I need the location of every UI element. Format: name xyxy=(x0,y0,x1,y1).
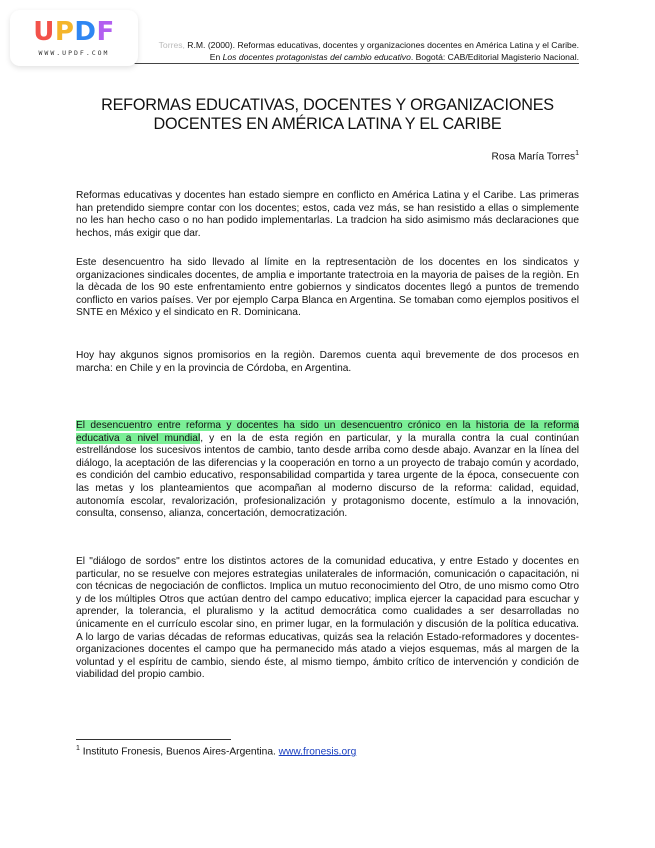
updf-logo xyxy=(10,10,138,66)
title-line-1: REFORMAS EDUCATIVAS, DOCENTES Y ORGANIZACIONES xyxy=(101,96,554,114)
author-footnote-mark: 1 xyxy=(575,150,579,157)
citation-line-2-prefix: En xyxy=(209,52,223,62)
document-title xyxy=(76,96,579,134)
citation-header xyxy=(76,39,579,63)
paragraph-1: Reformas educativas y docentes han estado siempre en conflicto en América Latina y el Caribe. Las primeras han pretendido siempre contar con los docentes; estos, cada vez más, se han resistido a ellas o simplemente no les han hecho caso o no han podido implementarlas. La tradcion ha sido asimismo más declaraciones que hechos, más exigir que dar. xyxy=(76,190,579,239)
paragraph-4 xyxy=(76,420,579,521)
footnote-link[interactable]: www.fronesis.org xyxy=(278,746,357,758)
footnote-divider xyxy=(76,739,231,740)
updf-logo-word xyxy=(33,19,115,45)
citation-line-1 xyxy=(76,39,579,51)
footnote-mark: 1 xyxy=(76,745,80,752)
citation-author-ghost: Torres, xyxy=(158,40,185,50)
paragraph-2: Este desencuentro ha sido llevado al límite en la reptresentaciòn de los docentes en los sindicatos y organizaciones sindicales docentes, de amplia e importante tratectroia en la mayoria de paìses de la regiòn. En la dècada de los 90 este enfrentamiento entre gobiernos y sindicatos docentes llegó a puntos de tremendo conflicto en varios países. Ver por ejemplo Carpa Blanca en Argentina. Se tomaban como ejemplos positivos el SNTE en México y el sindicato en R. Dominicana. xyxy=(76,257,579,319)
paragraph-4-rest: , y en la de esta región en particular, y la muralla contra la cual continúan estrellándose los sucesivos intentos de cambio, tanto desde arriba como desde abajo. Avanzar en la línea del diálogo, la aceptación de las diferencias y la cooperación en torno a un proyecto de trabajo común y acordado, es condición del cambio educativo, responsabilidad compartida y tarea urgente de la época, consecuente con las metas y los planteamientos que acompañan al moderno discurso de la reforma: calidad, equidad, autonomía escolar, revalorización, profesionalización y protagonismo docente, estímulo a la innovación, consulta, consenso, alianza, concertación, democratización. xyxy=(76,432,579,520)
updf-logo-url: WWW.UPDF.COM xyxy=(38,49,110,57)
header-divider xyxy=(76,63,579,64)
logo-letter-d: D xyxy=(74,17,97,47)
logo-letter-u: U xyxy=(33,17,55,47)
footnote xyxy=(76,745,356,757)
author-line xyxy=(76,150,579,162)
citation-line-2-suffix: . Bogotá: CAB/Editorial Magisterio Nacional. xyxy=(410,52,579,62)
author-name: Rosa María Torres xyxy=(491,151,576,163)
citation-line-2 xyxy=(76,51,579,63)
highlighted-text[interactable]: El desencuentro entre reforma y docentes ha sido un desencuentro crónico en la historia de la reforma educativa a nivel mundial xyxy=(76,420,579,444)
logo-letter-f: F xyxy=(96,17,115,47)
citation-line-1-text: R.M. (2000). Reformas educativas, docentes y organizaciones docentes en América Latina y el Caribe. xyxy=(184,40,579,50)
paragraph-5: El "diálogo de sordos" entre los distintos actores de la comunidad educativa, y entre Estado y docentes en particular, no se resuelve con mejores estrategias unilaterales de información, comunicación o capacitación, ni con técnicas de negociación de conflictos. Implica un mutuo reconocimiento del Otro, de uno mismo como Otro y de los múltiples Otros que actúan dentro del campo educativo; implica ejercer la capacidad para escuchar y aprender, la tolerancia, el pluralismo y la actitud democrática como cualidades a ser desarrolladas no únicamente en el currículo escolar sino, en primer lugar, en la formulación y discusión de la política educativa. A lo largo de varias décadas de reformas educativas, quizás sea la relación Estado-reformadores y docentes-organizaciones docentes el campo que ha permanecido más atado a viejos esquemas, más al margen de la voluntad y el espíritu de cambio, siendo éste, al mismo tiempo, ámbito crítico de intervención y condición de viabilidad del propio cambio. xyxy=(76,556,579,681)
title-line-2: DOCENTES EN AMÉRICA LATINA Y EL CARIBE xyxy=(153,115,502,133)
paragraph-3: Hoy hay akgunos signos promisorios en la regiòn. Daremos cuenta aquì brevemente de dos procesos en marcha: en Chile y en la provincia de Córdoba, en Argentina. xyxy=(76,350,579,374)
citation-book-title: Los docentes protagonistas del cambio educativo xyxy=(222,52,411,62)
logo-letter-p: P xyxy=(54,17,75,47)
footnote-text: Instituto Fronesis, Buenos Aires-Argentina. xyxy=(79,746,279,758)
